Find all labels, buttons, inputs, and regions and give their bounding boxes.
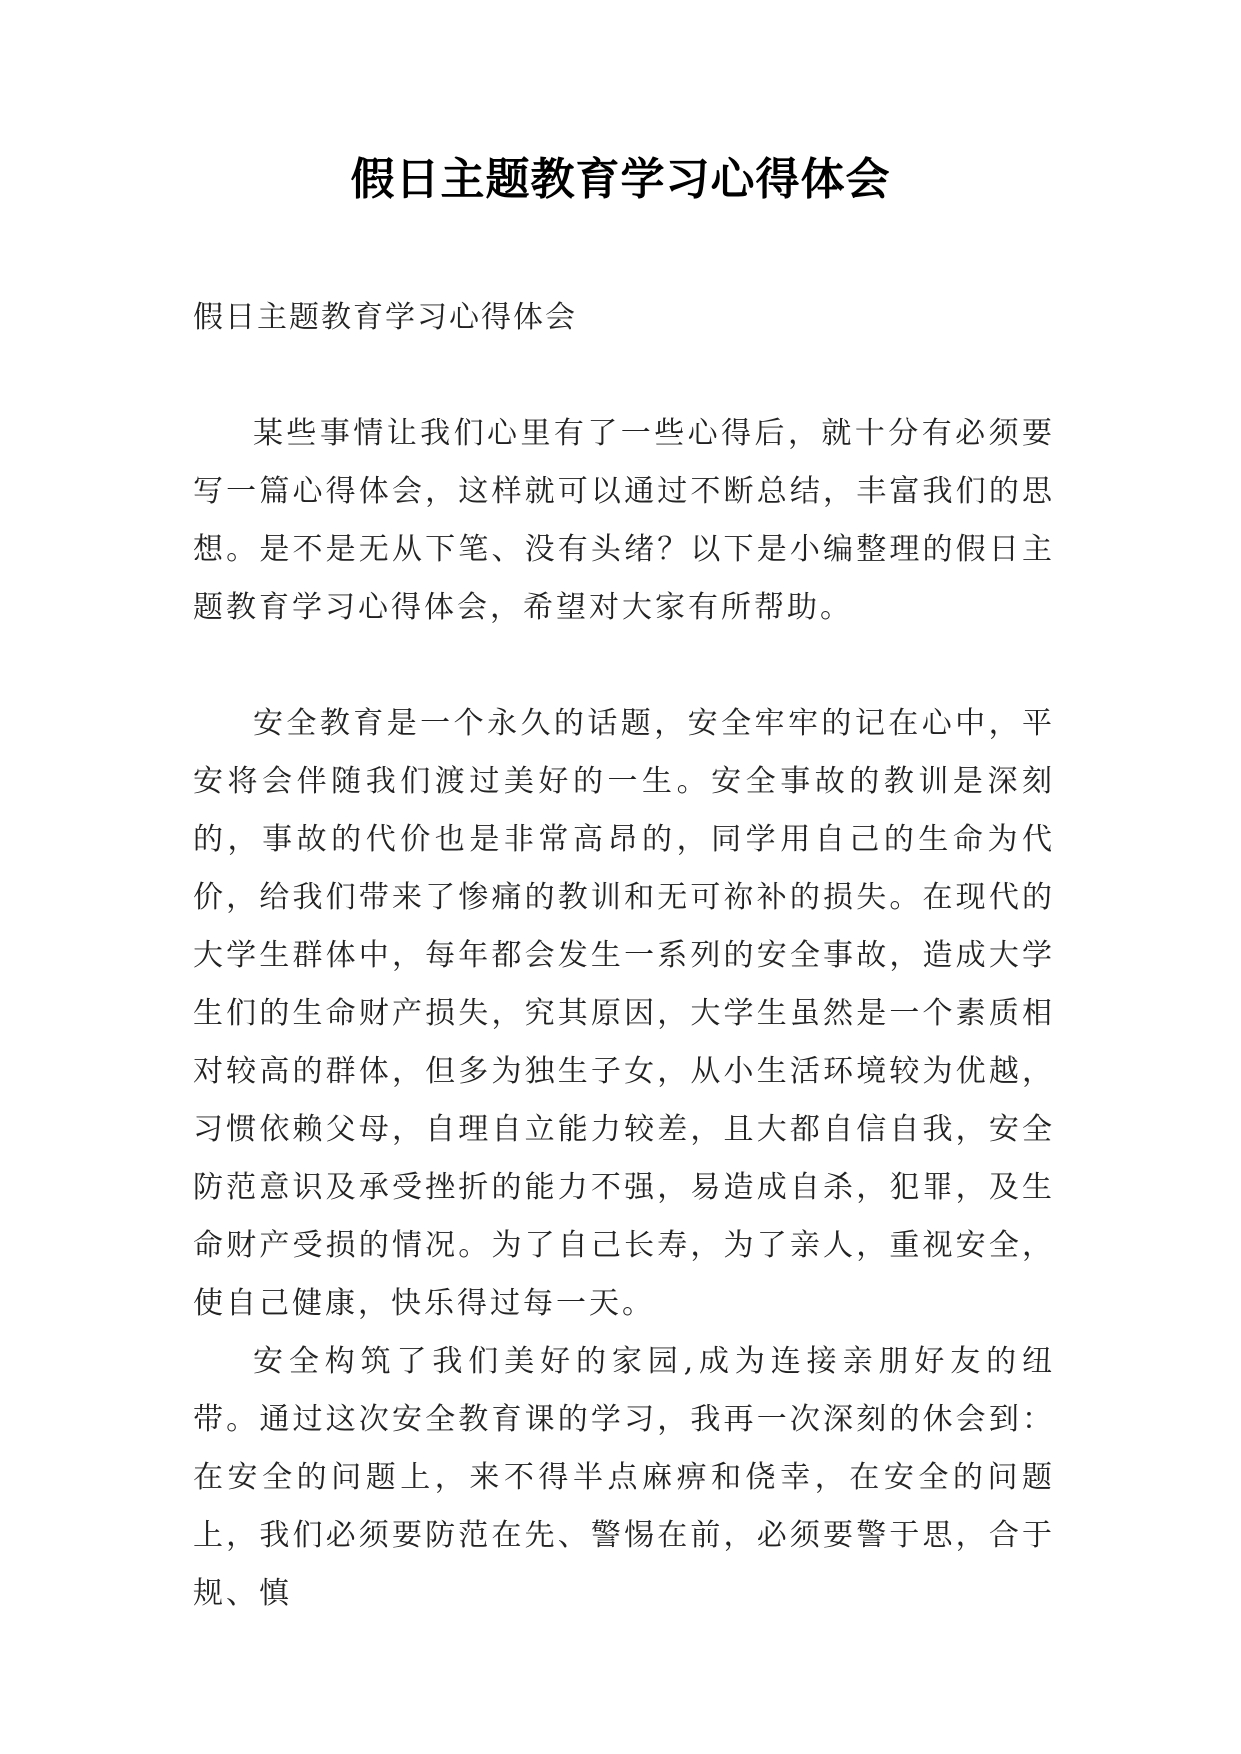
document-subtitle: 假日主题教育学习心得体会 — [193, 300, 577, 335]
paragraph-intro: 某些事情让我们心里有了一些心得后，就十分有必须要写一篇心得体会，这样就可以通过不断总结，丰富我们的思想。是不是无从下笔、没有头绪？以下是小编整理的假日主题教育学习心得体会，希望对大家有所帮助。 — [193, 416, 1055, 625]
document-title: 假日主题教育学习心得体会 — [350, 154, 891, 205]
paragraph-safety-education: 安全教育是一个永久的话题，安全牢牢的记在心中，平安将会伴随我们渡过美好的一生。安全事故的教训是深刻的，事故的代价也是非常高昂的，同学用自己的生命为代价，给我们带来了惨痛的教训和无可祢补的损失。在现代的大学生群体中，每年都会发生一系列的安全事故，造成大学生们的生命财产损失，究其原因，大学生虽然是一个素质相对较高的群体，但多为独生子女，从小生活环境较为优越，习惯依赖父母，自理自立能力较差，且大都自信自我，安全防范意识及承受挫折的能力不强，易造成自杀，犯罪，及生命财产受损的情况。为了自己长寿，为了亲人，重视安全，使自己健康，快乐得过每一天。 — [193, 706, 1055, 1321]
paragraph-safety-home: 安全构筑了我们美好的家园,成为连接亲朋好友的纽带。通过这次安全教育课的学习，我再一次深刻的休会到：在安全的问题上，来不得半点麻痹和侥幸，在安全的问题上，我们必须要防范在先、警惕在前，必须要警于思，合于规、慎 — [193, 1344, 1055, 1611]
document-body — [193, 289, 1055, 1623]
